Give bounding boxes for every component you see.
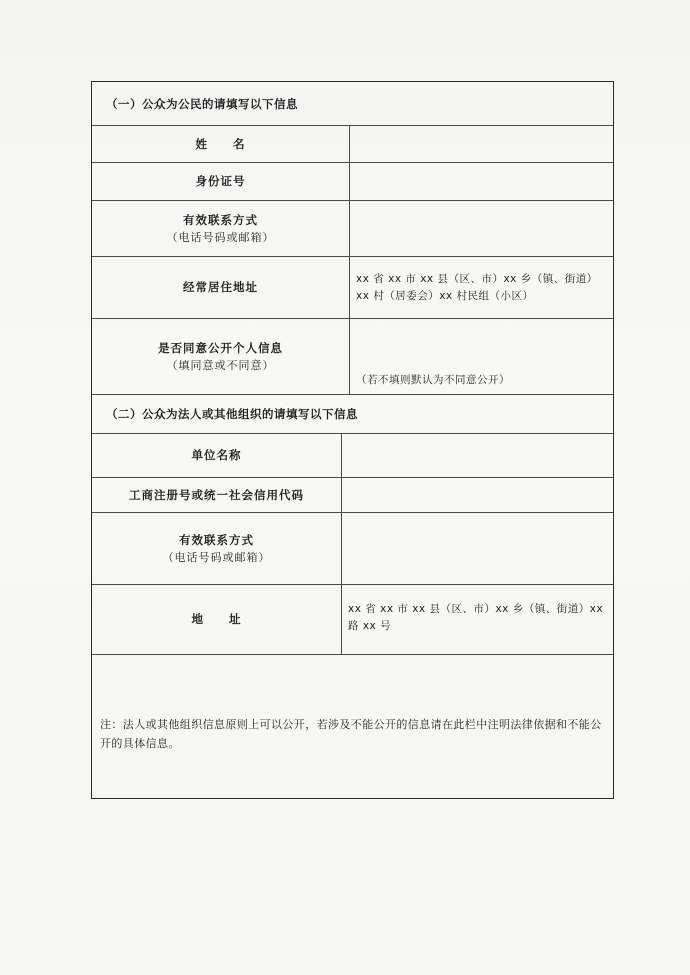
org-contact-label: 有效联系方式 xyxy=(179,532,254,547)
address-label-cell xyxy=(92,257,350,318)
org-contact-field[interactable] xyxy=(342,513,613,584)
address-value: xx 省 xx 市 xx 县（区、市）xx 乡（镇、街道）xx 村（居委会）xx 村民组（小区） xyxy=(356,272,598,302)
org-contact-row xyxy=(92,513,613,585)
section2-title: （二）公众为法人或其他组织的请填写以下信息 xyxy=(106,407,358,421)
section2-header-row xyxy=(92,395,613,434)
org-address-row xyxy=(92,585,613,655)
consent-default-hint: （若不填则默认为不同意公开） xyxy=(356,374,510,386)
info-form-table xyxy=(91,81,614,799)
credit-code-label-cell xyxy=(92,478,342,512)
name-label-cell xyxy=(92,126,350,162)
consent-row xyxy=(92,319,613,395)
address-field[interactable] xyxy=(350,257,613,318)
org-contact-sublabel: （电话号码或邮箱） xyxy=(162,550,271,564)
name-row xyxy=(92,126,613,163)
org-address-label-cell xyxy=(92,585,342,654)
id-number-field[interactable] xyxy=(350,163,613,200)
consent-label: 是否同意公开个人信息 xyxy=(158,340,283,355)
unit-name-label-cell xyxy=(92,434,342,477)
unit-name-field[interactable] xyxy=(342,434,613,477)
contact-row xyxy=(92,201,613,257)
name-label: 姓 名 xyxy=(195,136,246,151)
credit-code-label: 工商注册号或统一社会信用代码 xyxy=(129,487,304,502)
note-row xyxy=(92,655,613,798)
section1-title: （一）公众为公民的请填写以下信息 xyxy=(106,96,298,111)
org-address-field[interactable] xyxy=(342,585,613,654)
name-field[interactable] xyxy=(350,126,613,162)
address-label: 经常居住地址 xyxy=(183,280,258,294)
consent-label-cell xyxy=(92,319,350,394)
contact-field[interactable] xyxy=(350,201,613,256)
unit-name-row xyxy=(92,434,613,478)
unit-name-label: 单位名称 xyxy=(191,448,242,462)
address-row xyxy=(92,257,613,319)
org-contact-label-cell xyxy=(92,513,342,584)
contact-label-cell xyxy=(92,201,350,256)
section1-header-row xyxy=(92,82,613,126)
contact-sublabel: （电话号码或邮箱） xyxy=(166,230,275,244)
consent-field[interactable] xyxy=(350,319,613,394)
contact-label: 有效联系方式 xyxy=(183,212,258,227)
org-address-label: 地 址 xyxy=(191,612,242,626)
id-label-cell xyxy=(92,163,350,200)
consent-sublabel: （填同意或不同意） xyxy=(166,358,275,372)
credit-code-field[interactable] xyxy=(342,478,613,512)
id-label: 身份证号 xyxy=(195,174,246,188)
id-row xyxy=(92,163,613,201)
org-address-value: xx 省 xx 市 xx 县（区、市）xx 乡（镇、街道）xx 路 xx 号 xyxy=(348,603,604,632)
credit-code-row xyxy=(92,478,613,513)
note-text: 注：法人或其他组织信息原则上可以公开，若涉及不能公开的信息请在此栏中注明法律依据和不能公开的具体信息。 xyxy=(100,718,602,750)
